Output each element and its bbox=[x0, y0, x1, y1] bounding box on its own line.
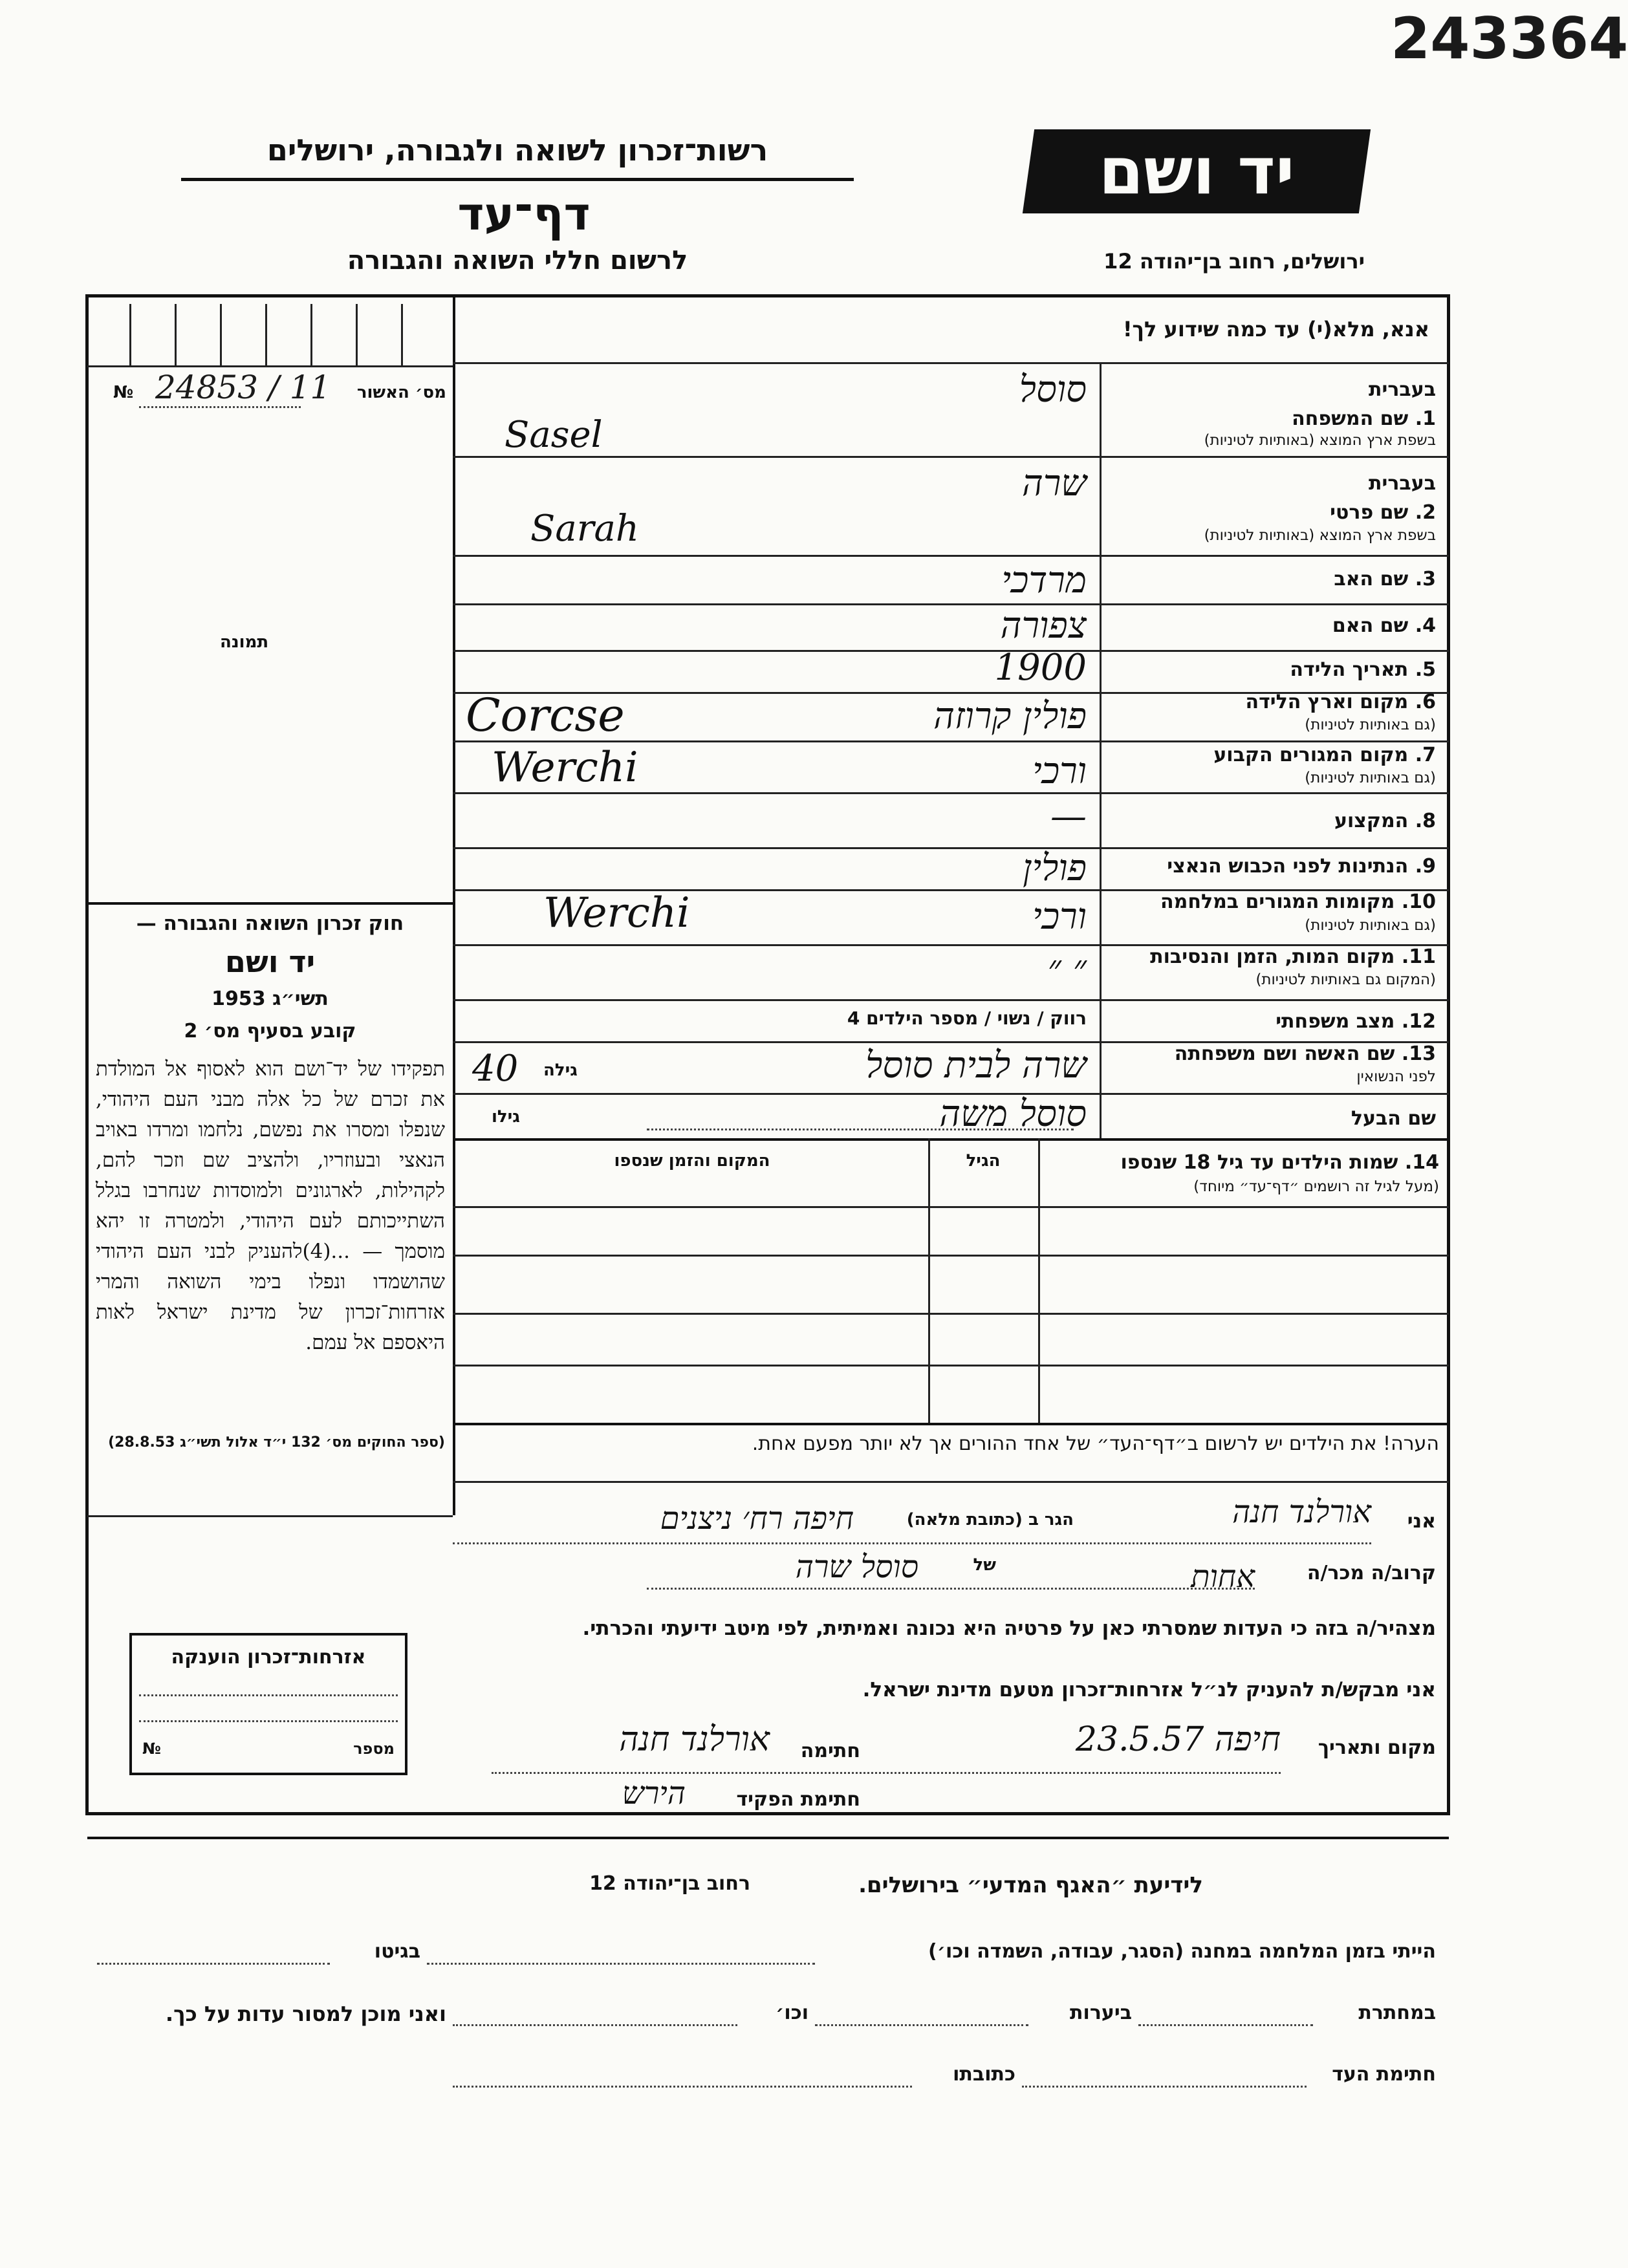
field-12-value: רווק / נשוי / מספר הילדים 4 bbox=[847, 1008, 1087, 1029]
field-7-sub: (גם באותיות לטיניות) bbox=[1305, 770, 1436, 786]
form-subtitle: לרשום חללי השואה והגבורה bbox=[347, 246, 688, 275]
field-11-label: 11. מקום המות, הזמן והנסיבות bbox=[1150, 945, 1436, 968]
children-age-divider bbox=[928, 1138, 930, 1423]
approval-dotline bbox=[139, 406, 301, 408]
bottom-address: רחוב בן־יהודה 12 bbox=[589, 1872, 750, 1895]
decl-officer-label: חתימת הפקיד bbox=[736, 1788, 860, 1811]
bottom-dotline-4 bbox=[815, 2024, 1028, 2026]
field-1-value-lat: Sasel bbox=[505, 414, 603, 456]
decl-statement: מצהיר/ה בזה כי העדות שמסרתי כאן על פרטיה היא נכונה ואמיתית, לפי מיטב ידיעתי והכרתי. bbox=[582, 1617, 1436, 1640]
husband-label: שם הבעל bbox=[1351, 1107, 1436, 1130]
row-line-14 bbox=[453, 1138, 1449, 1141]
decl-signature: אורלנד חנה bbox=[619, 1720, 770, 1759]
bottom-ghetto: בגיטו bbox=[374, 1940, 420, 1963]
note-text: הערה! את הילדים יש לרשום ב״דף־העד״ של אחד ההורים אך לא יותר מפעם אחת. bbox=[752, 1432, 1439, 1455]
code-boxes bbox=[91, 304, 446, 365]
decl-relative-label: קרוב/ה מכר/ה bbox=[1307, 1562, 1436, 1584]
note-bottom bbox=[453, 1481, 1449, 1483]
citizenship-no-sign: № bbox=[142, 1740, 161, 1758]
law-body: תפקידו של יד־ושם הוא לאסוף אל המולדת את זכרם של כל אלה מבני העם היהודי, שנפלו ומסרו את נפשם, נלחמו ומרדו באויב הנאצי ובעוזריו, ולהציב שם וזכר להם, לקהילות, לארגונים ולמוסדות שנחרבו בגלל השתייכותם לעם היהודי, ולמטרה זו יהא מוסמך — ...(4)להעניק לבני העם היהודי שהושמדו ונפלו בימי השואה והמרי אזרחות־זכרון של מדינת ישראל לאות היאספם אל עמם. bbox=[96, 1057, 445, 1354]
field-13-age-value: 40 bbox=[472, 1048, 519, 1090]
bottom-forests: ביערות bbox=[1070, 2002, 1132, 2024]
bottom-dotline-7 bbox=[453, 2086, 912, 2088]
field-13-age-label: גילה bbox=[543, 1061, 578, 1080]
bottom-dotline-5 bbox=[453, 2024, 737, 2026]
field-6-label: 6. מקום וארץ הלידה bbox=[1245, 691, 1436, 713]
code-boxes-bottom bbox=[87, 365, 453, 367]
field-8-label: 8. המקצוע bbox=[1334, 810, 1436, 832]
husband-age-label: גילו bbox=[492, 1107, 520, 1127]
field-2-label: 2. שם פרטי bbox=[1330, 501, 1436, 524]
bottom-witness-sig: חתימת העד bbox=[1332, 2063, 1436, 2086]
decl-line-2 bbox=[647, 1588, 1255, 1590]
husband-value: סוסל משה bbox=[939, 1093, 1087, 1135]
form-title: דף־עד bbox=[457, 188, 591, 241]
field-12-label: 12. מצב משפחתי bbox=[1275, 1010, 1436, 1033]
children-row-2 bbox=[453, 1255, 1449, 1257]
decl-relation: אחות bbox=[1191, 1559, 1255, 1595]
instruction-row-line bbox=[453, 362, 1449, 364]
decl-officer-sig: הירש bbox=[622, 1775, 686, 1811]
field-1-value-he: סוסל bbox=[1019, 369, 1087, 411]
decl-line-3 bbox=[492, 1772, 1281, 1774]
decl-place-date: חיפה 23.5.57 bbox=[1075, 1720, 1281, 1759]
field-7-value-he: ורכי bbox=[1032, 750, 1087, 792]
row-line-11 bbox=[453, 999, 1449, 1001]
bottom-address-label: כתובתו bbox=[953, 2063, 1015, 2086]
field-10-value-lat: Werchi bbox=[543, 889, 690, 937]
law-year: תשי״ג 1953 bbox=[212, 988, 329, 1010]
children-bottom bbox=[453, 1423, 1449, 1425]
decl-signature-label: חתימה bbox=[800, 1740, 860, 1762]
row-line-7 bbox=[453, 792, 1449, 794]
bottom-etc: וכו׳ bbox=[776, 2002, 809, 2024]
bottom-section-line bbox=[87, 1837, 1449, 1839]
field-1-label: 1. שם המשפחה bbox=[1292, 407, 1436, 430]
field-7-label: 7. מקום המגורים הקבוע bbox=[1213, 744, 1436, 766]
left-panel-bottom bbox=[87, 1515, 453, 1517]
citizenship-number-label: מספר bbox=[353, 1740, 395, 1758]
bottom-dotline-3 bbox=[1138, 2024, 1313, 2026]
field-6-value-he: פולין קרוזה bbox=[933, 695, 1087, 737]
field-1-hebrew-tag: בעברית bbox=[1369, 378, 1436, 401]
field-2-sub: בשפת ארץ המוצא (באותיות לטיניות) bbox=[1204, 527, 1436, 544]
field-3-value: מרדכי bbox=[1001, 559, 1087, 601]
field-4-label: 4. שם האם bbox=[1332, 614, 1436, 637]
decl-line-1 bbox=[453, 1542, 1371, 1544]
header-underline bbox=[181, 178, 854, 181]
approval-no-sign: № bbox=[113, 383, 134, 402]
decl-resides-label: הגר ב (כתובת מלאה) bbox=[906, 1510, 1074, 1529]
decl-request: אני מבקש/ת להעניק לנ״ל אזרחות־זכרון מטעם מדינת ישראל. bbox=[862, 1678, 1436, 1701]
field-10-value-he: ורכי bbox=[1032, 896, 1087, 938]
decl-of-value: סוסל שרה bbox=[795, 1549, 918, 1585]
row-line-1 bbox=[453, 456, 1449, 458]
bottom-underground: במחתרת bbox=[1358, 2002, 1436, 2024]
bottom-line1: הייתי בזמן המלחמה במחנה (הסגר, עבודה, השמדה וכו׳) bbox=[928, 1940, 1436, 1963]
photo-label: תמונה bbox=[220, 632, 269, 652]
logo-text: יד ושם bbox=[1098, 133, 1295, 209]
approval-label: מס׳ האשור bbox=[356, 383, 446, 402]
stamp-number: 243364 bbox=[1391, 5, 1628, 72]
authority-title: רשות־זכרון לשואה ולגבורה, ירושלים bbox=[266, 133, 768, 167]
law-source: (ספר החוקים מס׳ 132 י״ד אלול תשי״ג 28.8.53) bbox=[108, 1434, 445, 1451]
field-9-value: פולין bbox=[1023, 847, 1087, 889]
law-name: יד ושם bbox=[224, 944, 316, 979]
decl-place-date-label: מקום ותאריך bbox=[1318, 1736, 1436, 1759]
field-3-label: 3. שם האב bbox=[1334, 568, 1436, 590]
field-11-sub: (המקום גם באותיות לטיניות) bbox=[1255, 971, 1436, 988]
decl-address: חיפה רח׳ ניצנים bbox=[660, 1500, 854, 1537]
approval-number: 24853 / 11 bbox=[155, 369, 331, 406]
field-10-label: 10. מקומות המגורים במלחמה bbox=[1160, 891, 1436, 913]
field-6-value-lat: Corcse bbox=[466, 689, 625, 742]
children-row-1 bbox=[453, 1206, 1449, 1208]
law-panel-top bbox=[87, 902, 453, 905]
field-6-sub: (גם באותיות לטיניות) bbox=[1305, 717, 1436, 733]
bottom-title: לידיעת ״האגף המדעי״ בירושלים. bbox=[858, 1872, 1203, 1898]
field-13-sub: לפני הנשואין bbox=[1356, 1068, 1436, 1085]
field-4-value: צפורה bbox=[1000, 605, 1087, 647]
children-name-divider bbox=[1038, 1138, 1040, 1423]
field-2-value-he: שרה bbox=[1022, 462, 1087, 504]
instruction-text: אנא, מלא(י) עד כמה שידוע לך! bbox=[1122, 317, 1429, 341]
field-5-value: 1900 bbox=[994, 647, 1087, 689]
header-address: ירושלים, רחוב בן־יהודה 12 bbox=[1103, 249, 1365, 274]
field-5-label: 5. תאריך הלידה bbox=[1290, 658, 1436, 681]
decl-ani: אני bbox=[1407, 1510, 1436, 1533]
field-1-sub: בשפת ארץ המוצא (באותיות לטיניות) bbox=[1204, 432, 1436, 449]
bottom-dotline-2 bbox=[97, 1963, 330, 1965]
citizenship-dotline-1 bbox=[139, 1694, 398, 1696]
children-sub: (מעל לגיל זה רושמים ״דף־עד״ מיוחד) bbox=[1193, 1178, 1439, 1195]
children-label: 14. שמות הילדים עד גיל 18 שנספו bbox=[1120, 1151, 1439, 1174]
citizenship-title: אזרחות־זכרון הוענקה bbox=[171, 1646, 366, 1669]
field-9-label: 9. הנתינות לפני הכבוש הנאצי bbox=[1167, 855, 1436, 878]
bottom-dotline-6 bbox=[1022, 2086, 1307, 2088]
bottom-ready: ואני מוכן למסור עדות על כך. bbox=[165, 2002, 446, 2026]
children-col-place: המקום והזמן שנספו bbox=[614, 1151, 770, 1171]
children-row-3 bbox=[453, 1313, 1449, 1315]
field-8-value: — bbox=[1050, 795, 1087, 837]
field-13-label: 13. שם האשה ושם משפחתה bbox=[1174, 1042, 1436, 1065]
field-10-sub: (גם באותיות לטיניות) bbox=[1305, 917, 1436, 934]
field-2-hebrew-tag: בעברית bbox=[1369, 472, 1436, 495]
field-7-value-lat: Werchi bbox=[492, 744, 638, 792]
decl-of-label: של bbox=[973, 1555, 996, 1575]
citizenship-dotline-2 bbox=[139, 1720, 398, 1722]
left-column-divider bbox=[453, 296, 455, 1515]
law-clause: קובע בסעיף מס׳ 2 bbox=[184, 1020, 356, 1042]
row-line-2 bbox=[453, 555, 1449, 557]
field-2-value-lat: Sarah bbox=[530, 508, 639, 550]
bottom-dotline-1 bbox=[427, 1963, 815, 1965]
field-11-value: ״ ״ bbox=[1047, 947, 1087, 989]
field-13-value: שרה לבית סוסל bbox=[865, 1044, 1087, 1086]
husband-dotline bbox=[647, 1129, 1074, 1130]
fields-label-divider bbox=[1100, 362, 1102, 1138]
decl-name: אורלנד חנה bbox=[1232, 1494, 1371, 1530]
children-row-4 bbox=[453, 1365, 1449, 1366]
law-title: חוק זכרון השואה והגבורה — bbox=[136, 912, 404, 935]
children-col-age: הגיל bbox=[966, 1151, 1001, 1171]
